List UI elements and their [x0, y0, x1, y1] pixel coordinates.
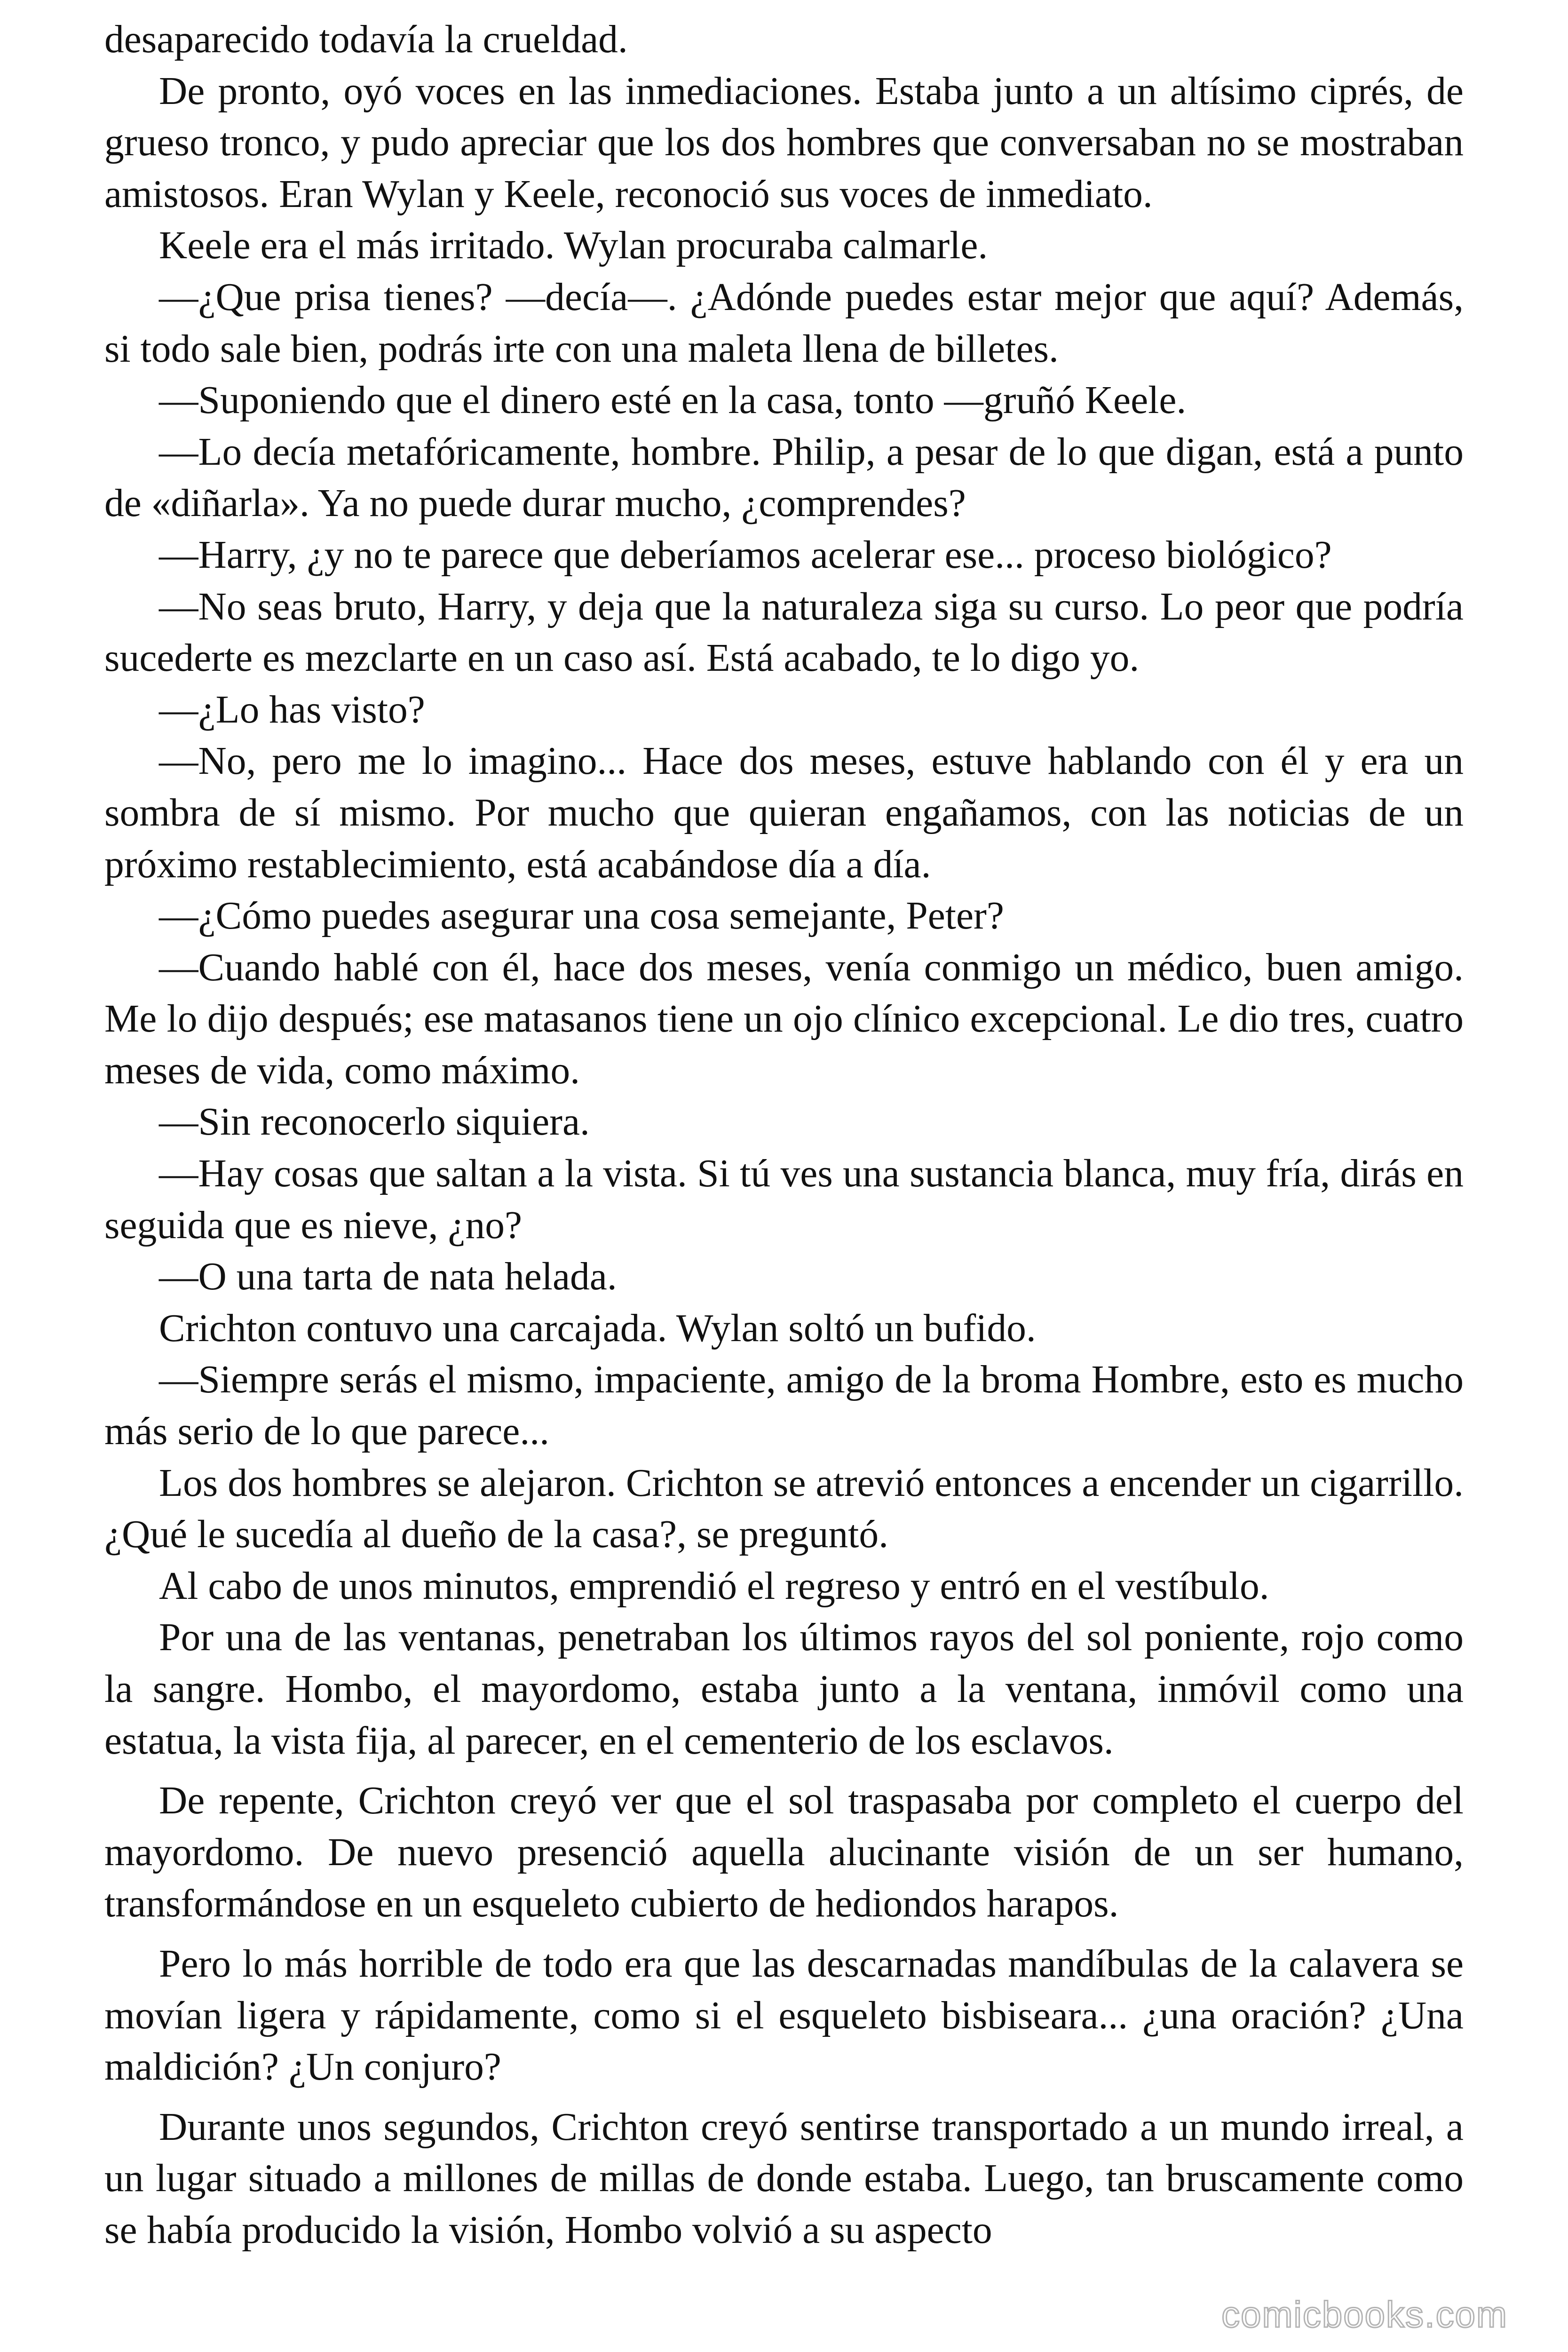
paragraph: Al cabo de unos minutos, emprendió el regreso y entró en el vestíbulo. — [159, 1564, 1269, 1608]
paragraph: Durante unos segundos, Crichton creyó sentirse transportado a un mundo irreal, a un lugar situado a millones de millas de donde estaba. Luego, tan bruscamente como se había producido la visión, Hombo volvió a su aspecto — [104, 2105, 1464, 2252]
dialogue-paragraph: —Suponiendo que el dinero esté en la casa, tonto —gruñó Keele. — [159, 379, 1187, 422]
dialogue-paragraph: —¿Que prisa tienes? —decía—. ¿Adónde puedes estar mejor que aquí? Además, si todo sale bien, podrás irte con una maleta llena de billetes. — [104, 275, 1464, 371]
dialogue-paragraph: —¿Lo has visto? — [159, 688, 425, 731]
dialogue-paragraph: —No, pero me lo imagino... Hace dos meses, estuve hablando con él y era un sombra de sí mismo. Por mucho que quieran engañamos, con las noticias de un próximo restablecimiento, está acabándose día a día. — [104, 739, 1464, 886]
dialogue-paragraph: —Harry, ¿y no te parece que deberíamos acelerar ese... proceso biológico? — [159, 533, 1332, 577]
watermark: comicbooks.com — [1221, 2294, 1508, 2335]
paragraph: Pero lo más horrible de todo era que las descarnadas mandíbulas de la calavera se movían ligera y rápidamente, como si el esqueleto bisbiseara... ¿una oración? ¿Una maldición? ¿Un conjuro? — [104, 1942, 1464, 2089]
dialogue-paragraph: —O una tarta de nata helada. — [159, 1255, 617, 1299]
paragraph: De pronto, oyó voces en las inmediaciones. Estaba junto a un altísimo ciprés, de grueso tronco, y pudo apreciar que los dos hombres que conversaban no se mostraban amistosos. Eran Wylan y Keele, reconoció sus voces de inmediato. — [104, 69, 1464, 216]
dialogue-paragraph: —¿Cómo puedes asegurar una cosa semejante, Peter? — [159, 894, 1004, 938]
dialogue-paragraph: —No seas bruto, Harry, y deja que la naturaleza siga su curso. Lo peor que podría sucederte es mezclarte en un caso así. Está acabado, te lo digo yo. — [104, 585, 1464, 680]
dialogue-paragraph: —Lo decía metafóricamente, hombre. Philip, a pesar de lo que digan, está a punto de «diñarla». Ya no puede durar mucho, ¿comprendes? — [104, 430, 1464, 525]
paragraph: Crichton contuvo una carcajada. Wylan soltó un bufido. — [159, 1306, 1036, 1350]
dialogue-paragraph: —Hay cosas que saltan a la vista. Si tú ves una sustancia blanca, muy fría, dirás en seguida que es nieve, ¿no? — [104, 1152, 1464, 1247]
dialogue-paragraph: —Sin reconocerlo siquiera. — [159, 1100, 590, 1144]
paragraph: Los dos hombres se alejaron. Crichton se atrevió entonces a encender un cigarrillo. ¿Qué le sucedía al dueño de la casa?, se preguntó. — [104, 1461, 1464, 1557]
paragraph: De repente, Crichton creyó ver que el sol traspasaba por completo el cuerpo del mayordomo. De nuevo presenció aquella alucinante visión de un ser humano, transformándose en un esqueleto cubierto de hediondos harapos. — [104, 1779, 1464, 1926]
dialogue-paragraph: —Cuando hablé con él, hace dos meses, venía conmigo un médico, buen amigo. Me lo dijo después; ese matasanos tiene un ojo clínico excepcional. Le dio tres, cuatro meses de vida, como máximo. — [104, 946, 1464, 1092]
dialogue-paragraph: —Siempre serás el mismo, impaciente, amigo de la broma Hombre, esto es mucho más serio de lo que parece... — [104, 1358, 1464, 1454]
paragraph: desaparecido todavía la crueldad. — [104, 18, 628, 61]
book-page-text — [104, 14, 1464, 2257]
paragraph: Keele era el más irritado. Wylan procuraba calmarle. — [159, 224, 988, 268]
paragraph: Por una de las ventanas, penetraban los últimos rayos del sol poniente, rojo como la sangre. Hombo, el mayordomo, estaba junto a la ventana, inmóvil como una estatua, la vista fija, al parecer, en el cementerio de los esclavos. — [104, 1616, 1464, 1763]
